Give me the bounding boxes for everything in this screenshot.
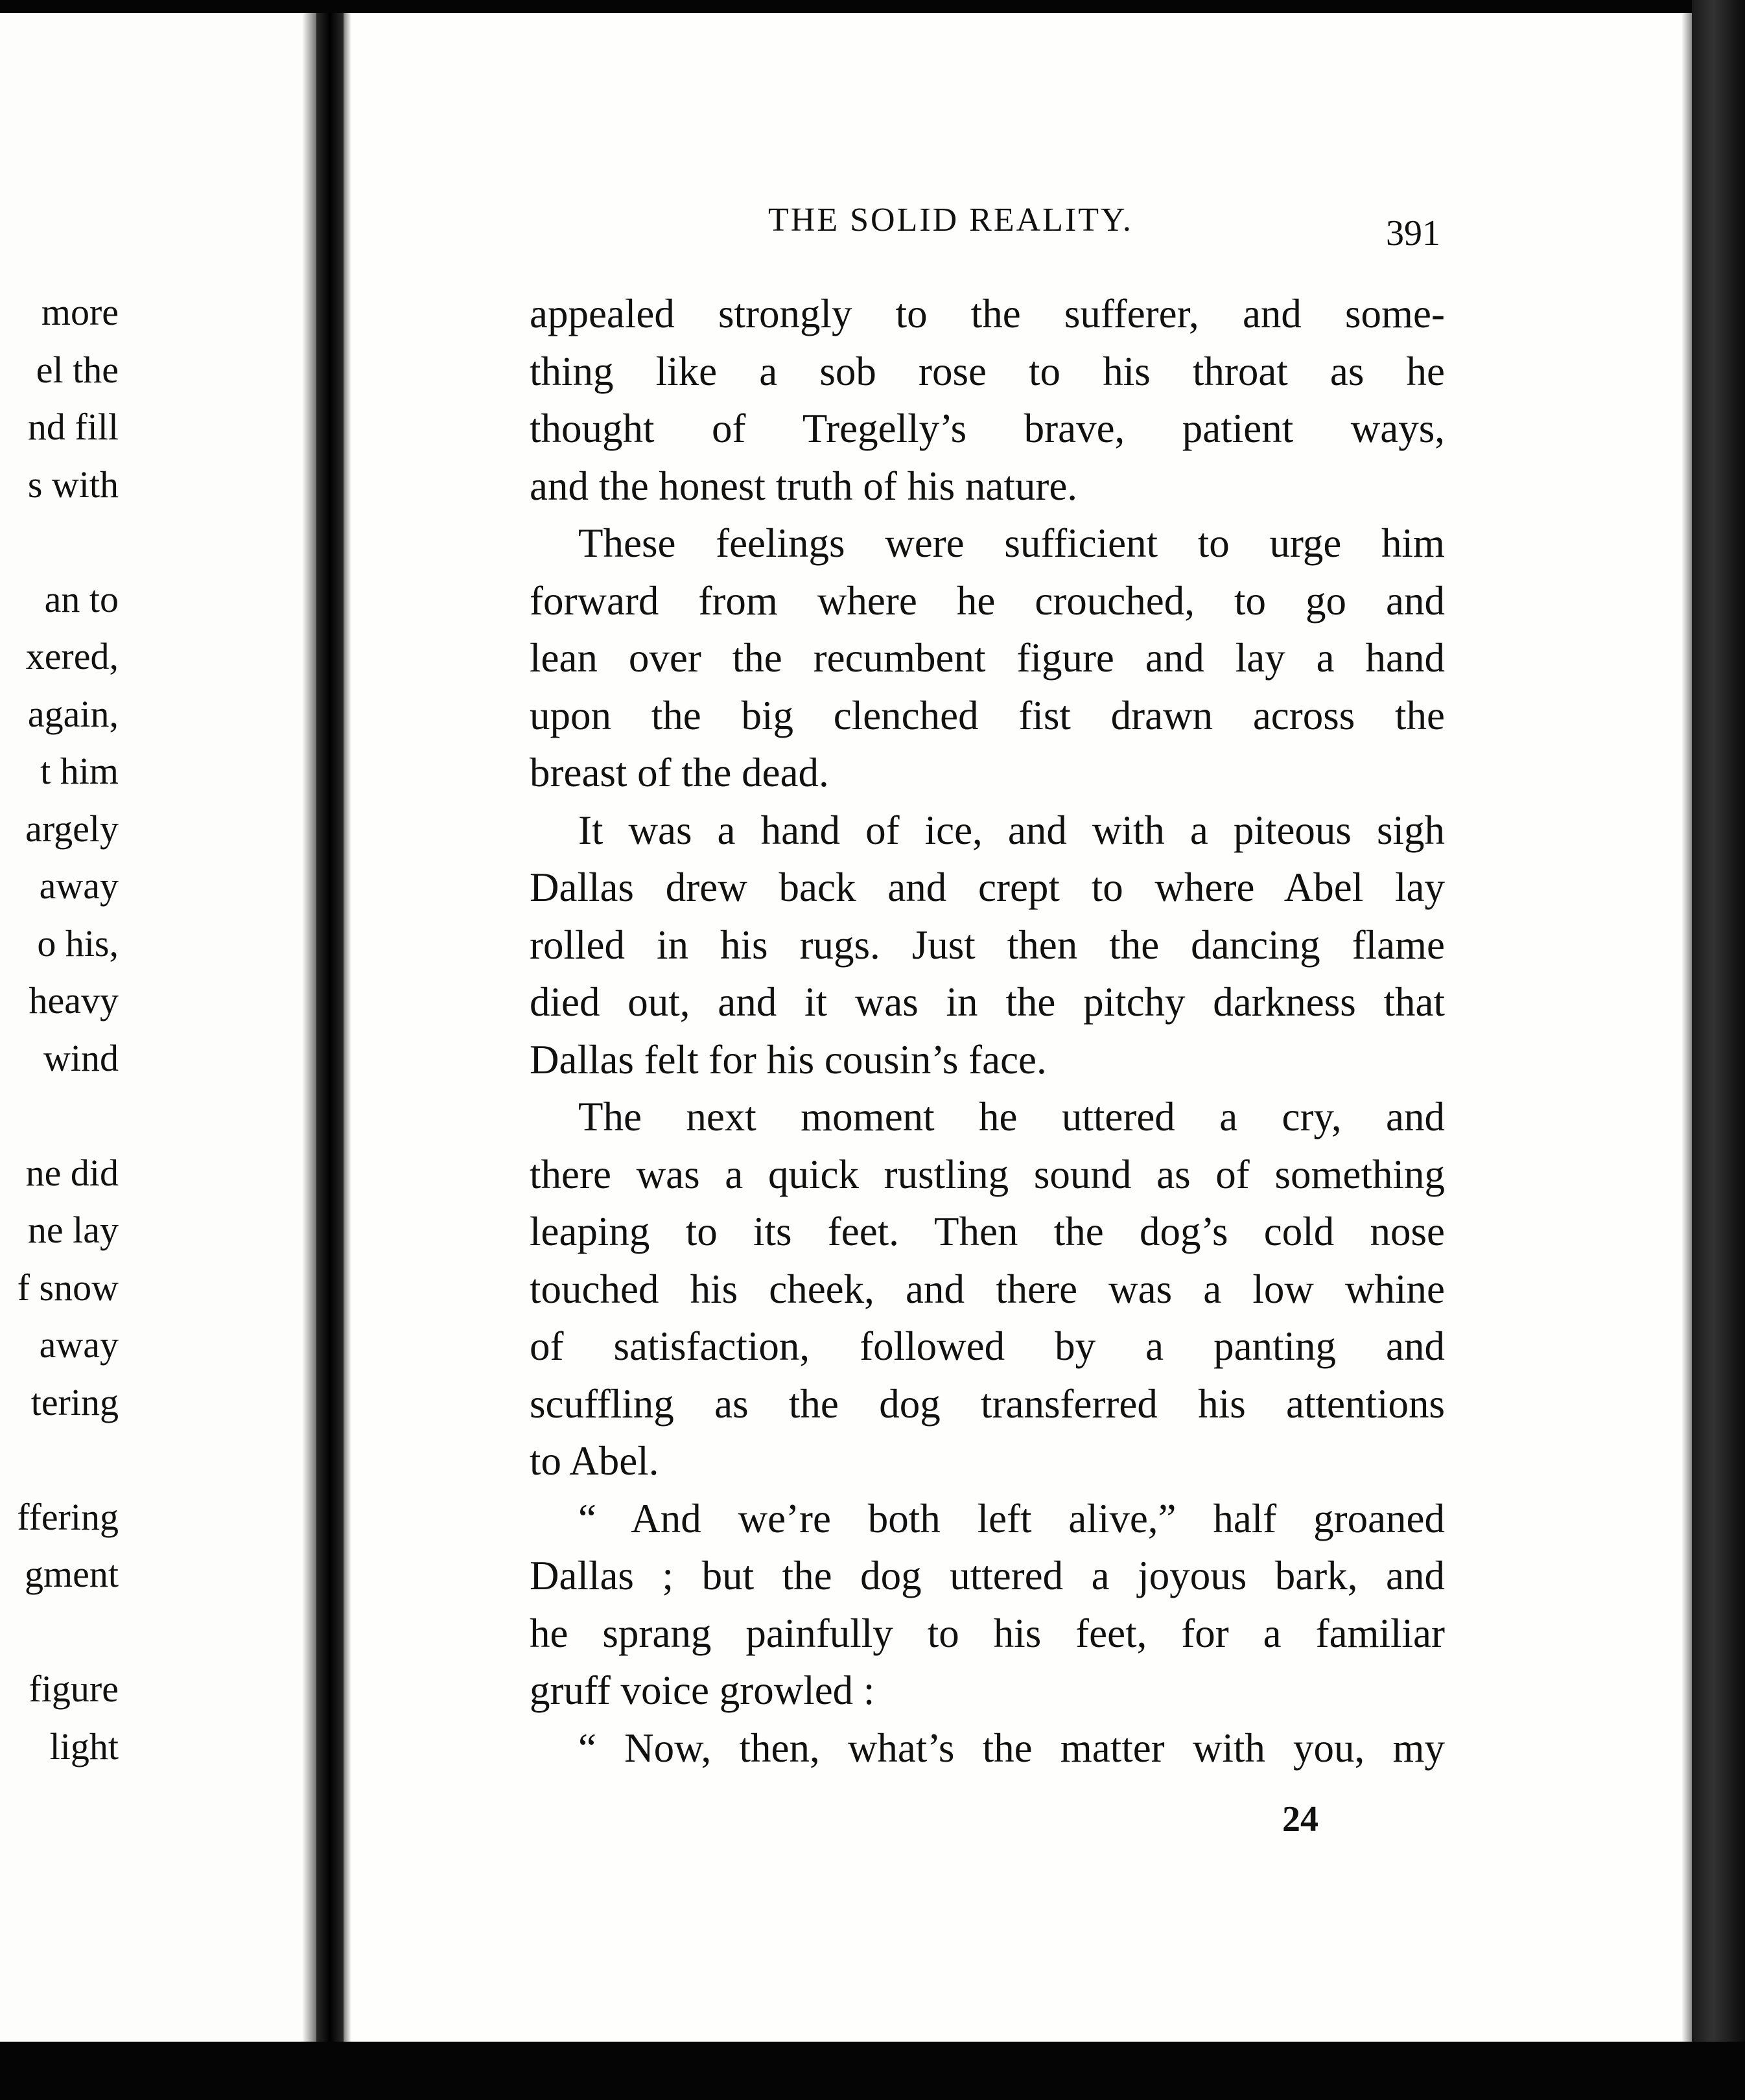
text-line: Dallas felt for his cousin’s face.: [530, 1036, 1047, 1082]
facing-text-line: ne lay: [27, 1209, 119, 1251]
facing-text-line: t him: [40, 750, 119, 792]
text-line: upon the big clenched fist drawn across the: [530, 692, 1445, 738]
scan-border-top: [0, 0, 1745, 13]
facing-text-line: ne did: [25, 1151, 119, 1194]
text-line: leaping to its feet. Then the dog’s cold nose: [530, 1209, 1445, 1254]
page-number: 391: [1386, 213, 1440, 253]
facing-text-line: again,: [27, 692, 119, 735]
page-body: [530, 285, 1445, 1777]
facing-text-line: more: [41, 291, 119, 333]
text-line: “ Now, then, what’s the matter with you, my: [578, 1725, 1445, 1771]
facing-text-line: away: [39, 865, 119, 907]
scan-border-right: [1692, 0, 1745, 2100]
facing-text-line: el the: [36, 348, 119, 391]
facing-text-line: heavy: [29, 979, 119, 1021]
text-line: Dallas ; but the dog uttered a joyous bark, and: [530, 1553, 1445, 1598]
facing-text-line: argely: [25, 807, 119, 850]
facing-text-line: figure: [29, 1668, 119, 1710]
text-line: touched his cheek, and there was a low whine: [530, 1266, 1445, 1312]
text-line: to Abel.: [530, 1438, 659, 1484]
facing-text-line: gment: [25, 1553, 119, 1595]
text-line: It was a hand of ice, and with a piteous sigh: [578, 807, 1445, 853]
facing-text-line: an to: [44, 578, 119, 620]
text-line: forward from where he crouched, to go and: [530, 578, 1445, 624]
page-edge-shadow: [344, 13, 351, 2042]
facing-text-line: s with: [27, 463, 119, 506]
text-line: scuffling as the dog transferred his attentions: [530, 1381, 1445, 1427]
text-line: The next moment he uttered a cry, and: [578, 1094, 1445, 1139]
signature-mark: 24: [1282, 1799, 1318, 1839]
text-line: there was a quick rustling sound as of something: [530, 1151, 1445, 1197]
text-line: he sprang painfully to his feet, for a familiar: [530, 1610, 1445, 1656]
text-line: rolled in his rugs. Just then the dancing flame: [530, 922, 1445, 968]
page-edge-shadow: [1681, 13, 1692, 2042]
text-line: These feelings were sufficient to urge him: [578, 520, 1445, 566]
running-head: THE SOLID REALITY.: [768, 202, 1133, 239]
text-line: of satisfaction, followed by a panting and: [530, 1324, 1445, 1369]
text-line: and the honest truth of his nature.: [530, 463, 1078, 509]
facing-text-line: nd fill: [27, 406, 119, 448]
text-line: lean over the recumbent figure and lay a hand: [530, 635, 1445, 681]
text-line: gruff voice growled :: [530, 1668, 875, 1713]
facing-text-line: tering: [30, 1381, 119, 1423]
text-line: thing like a sob rose to his throat as he: [530, 348, 1445, 394]
text-line: breast of the dead.: [530, 750, 829, 795]
facing-text-line: wind: [43, 1036, 119, 1079]
facing-paragraph-gap: [0, 1087, 119, 1145]
book-page: [344, 13, 1692, 2042]
text-line: Dallas drew back and crept to where Abel lay: [530, 865, 1445, 910]
gutter-shadow: [302, 13, 316, 2042]
facing-page: [0, 13, 316, 2042]
text-line: “ And we’re both left alive,” half groaned: [578, 1495, 1445, 1541]
facing-text-line: light: [49, 1725, 119, 1768]
facing-paragraph-gap: [0, 1431, 119, 1489]
facing-text-line: o his,: [37, 922, 119, 964]
facing-paragraph-gap: [0, 1604, 119, 1661]
text-line: died out, and it was in the pitchy darkness that: [530, 979, 1445, 1025]
facing-text-line: away: [39, 1324, 119, 1366]
text-line: thought of Tregelly’s brave, patient ways,: [530, 406, 1445, 451]
facing-paragraph-gap: [0, 513, 119, 571]
facing-text-line: f snow: [17, 1266, 119, 1309]
book-gutter: [316, 13, 344, 2042]
facing-text-line: ffering: [17, 1495, 119, 1538]
text-line: appealed strongly to the sufferer, and some-: [530, 291, 1445, 336]
scan-border-bottom: [0, 2042, 1745, 2100]
facing-text-line: xered,: [25, 635, 119, 677]
facing-page-text: [0, 284, 119, 1775]
